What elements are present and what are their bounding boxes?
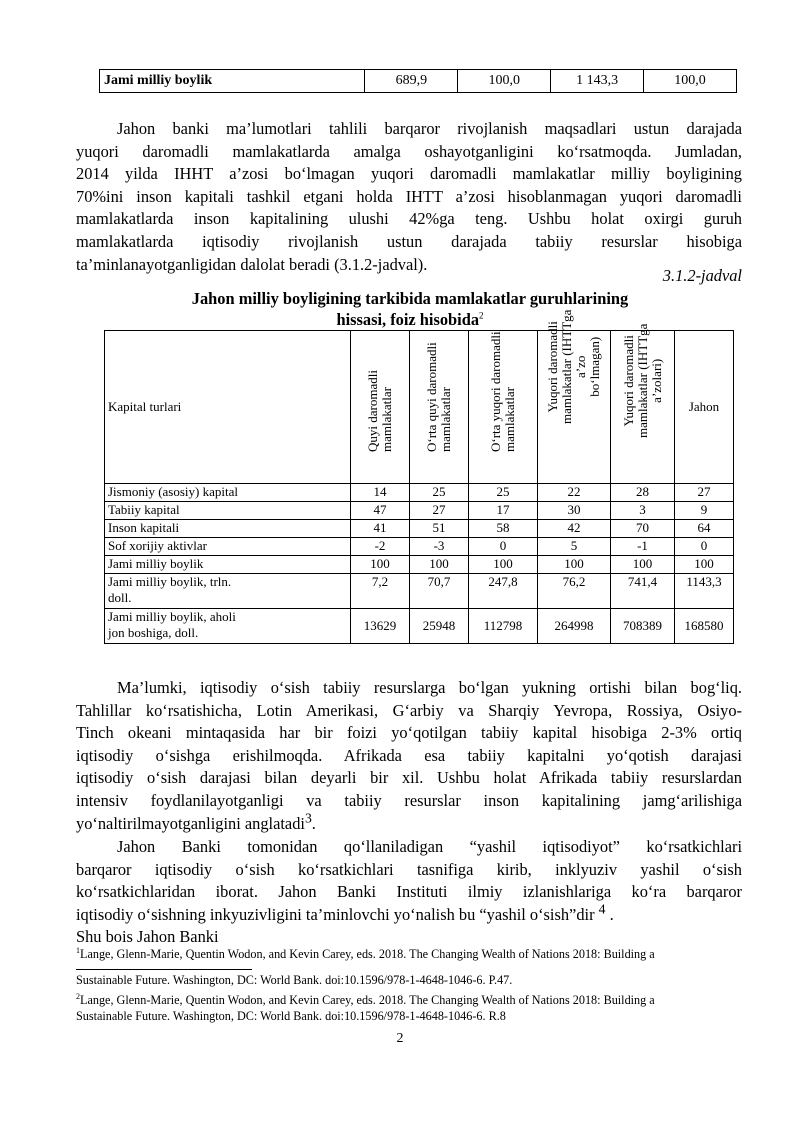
text-run: iqtisodiy o‘sishning inkyuzivligini ta’minlovchi yo‘nalish bu “yashil o‘sish”dir <box>76 904 595 924</box>
table-cell: 1 143,3 <box>551 70 644 93</box>
paragraph-3 <box>76 836 742 949</box>
text-line: Shu bois Jahon Banki <box>76 927 219 947</box>
table-cell: 100,0 <box>644 70 737 93</box>
footnote-1-continued: Sustainable Future. Washington, DC: World Bank. doi:10.1596/978-1-4648-1046-6. P.47. <box>76 973 513 987</box>
table-cell: 247,8 <box>469 574 538 609</box>
table-cell: 22 <box>538 484 611 502</box>
table-row <box>105 538 734 556</box>
table-cell: 76,2 <box>538 574 611 609</box>
row-label-line: Jami milliy boylik, aholi <box>108 609 236 624</box>
text-line: iqtisodiy o‘sish darajasi bilan deyarli bir xil. Ushbu holat Afrikada tabiiy resurslardan <box>76 768 742 788</box>
header-cell <box>410 331 469 484</box>
table-cell: 42 <box>538 520 611 538</box>
table-number: 3.1.2-jadval <box>662 266 742 285</box>
continued-table <box>99 69 737 93</box>
table-cell: 100 <box>351 556 410 574</box>
header-line: O‘rta quyi daromadli <box>424 342 439 452</box>
row-label-line: jon boshiga, doll. <box>108 625 199 640</box>
table-cell: 100 <box>538 556 611 574</box>
footnote-mark: 1 <box>76 945 80 955</box>
table-cell: 58 <box>469 520 538 538</box>
table-row <box>105 574 734 609</box>
table-cell: 25948 <box>410 609 469 644</box>
table-cell: 7,2 <box>351 574 410 609</box>
table-row <box>105 520 734 538</box>
header-cell <box>469 331 538 484</box>
text-line: barqaror iqtisodiy o‘sish ko‘rsatkichlari tasnifiga kirib, inklyuziv yashil o‘sish <box>76 859 742 879</box>
table-title-line: Jahon milliy boyligining tarkibida mamlakatlar guruhlarining <box>191 289 629 308</box>
text-line: Jahon Banki tomonidan qo‘llaniladigan “yashil iqtisodiyot” ko‘rsatkichlari <box>117 837 742 856</box>
paragraph-1 <box>76 118 742 276</box>
text-line <box>76 901 742 927</box>
row-label-line: Jami milliy boylik, trln. <box>108 574 232 589</box>
footnote-ref: 2 <box>479 310 484 321</box>
table-cell: 25 <box>410 484 469 502</box>
table-row <box>105 609 734 644</box>
text-line: Ma’lumki, iqtisodiy o‘sish tabiiy resurslarga bo‘lgan yukning ortishi bilan bog‘liq. <box>117 678 742 697</box>
table-cell: 168580 <box>675 609 734 644</box>
text-line: Tinch okeani mintaqasida har bir foizi yo‘qotilgan tabiiy kapital hisobiga 2-3% ortiq <box>76 723 742 743</box>
table-cell: 5 <box>538 538 611 556</box>
header-cell <box>351 331 410 484</box>
text-line: yuqori daromadli mamlakatlarda amalga oshayotganligini ko‘rsatmoqda. Jumladan, <box>76 141 742 161</box>
header-cell: Jahon <box>675 331 734 484</box>
text-run: . <box>605 904 614 924</box>
text-line: mamlakatlarda iqtisodiy rivojlanish ustun darajada tabiiy resurslar hisobiga <box>76 231 742 251</box>
header-line: mamlakatlar (IHTTga <box>559 309 574 424</box>
header-line: mamlakatlar (IHTTga <box>634 323 650 438</box>
header-line: mamlakatlar <box>438 387 453 452</box>
table-cell: 100 <box>410 556 469 574</box>
footnote-1-line <box>76 946 746 962</box>
header-line: O‘rta yuqori daromadli <box>488 331 503 452</box>
table-cell: -1 <box>611 538 675 556</box>
table-cell: 25 <box>469 484 538 502</box>
header-line: a’zo <box>573 355 588 378</box>
footnote-separator <box>76 969 252 970</box>
header-line: a’zolari) <box>648 358 664 403</box>
table-cell: -2 <box>351 538 410 556</box>
row-label: Tabiiy kapital <box>105 502 351 520</box>
table-row <box>105 556 734 574</box>
text-run: yo‘naltirilmayotganligini anglatadi <box>76 813 305 833</box>
table-cell: 41 <box>351 520 410 538</box>
row-label <box>105 609 351 644</box>
header-line: Yuqori daromadli <box>620 335 636 427</box>
table-cell: 27 <box>675 484 734 502</box>
footnote-ref: 4 <box>598 901 606 917</box>
table-cell: 47 <box>351 502 410 520</box>
table-cell: 100 <box>469 556 538 574</box>
table-cell: 1143,3 <box>675 574 734 609</box>
text-line: ko‘rsatkichlaridan iborat. Jahon Banki Instituti ilmiy izlanishlariga ko‘ra barqaror <box>76 882 742 902</box>
text-line: ta’minlanayotganligidan dalolat beradi (3.1.2-jadval). <box>76 254 428 274</box>
footnote-text: Sustainable Future. Washington, DC: World Bank. doi:10.1596/978-1-4648-1046-6. R.8 <box>76 1009 506 1023</box>
table-cell: 3 <box>611 502 675 520</box>
table-cell: 64 <box>675 520 734 538</box>
header-line: mamlakatlar <box>379 387 394 452</box>
row-label: Jami milliy boylik <box>105 556 351 574</box>
table-cell: 741,4 <box>611 574 675 609</box>
header-line: bo‘lmagan) <box>587 336 602 397</box>
table-cell: 708389 <box>611 609 675 644</box>
header-cell: Kapital turlari <box>105 331 351 484</box>
footnote-text: Lange, Glenn-Marie, Quentin Wodon, and Kevin Carey, eds. 2018. The Changing Wealth of Nations 2018: Building a <box>80 947 655 961</box>
row-label-line: doll. <box>108 590 132 605</box>
table-cell: 100,0 <box>458 70 551 93</box>
table-cell: 13629 <box>351 609 410 644</box>
text-line: yo‘naltirilmayotganligini anglatadi$^3$. <box>76 810 316 833</box>
table-cell: 70,7 <box>410 574 469 609</box>
table-cell: 0 <box>469 538 538 556</box>
table-header-row <box>105 331 734 484</box>
footnote-mark: 2 <box>76 991 80 1001</box>
table-row <box>105 484 734 502</box>
table-cell: 51 <box>410 520 469 538</box>
table-cell: 28 <box>611 484 675 502</box>
table-cell: 70 <box>611 520 675 538</box>
header-line: mamlakatlar <box>502 387 517 452</box>
table-title-text: hissasi, foiz hisobida <box>336 310 480 329</box>
table-row <box>100 70 737 93</box>
table-cell: 112798 <box>469 609 538 644</box>
table-row <box>105 502 734 520</box>
row-label <box>105 574 351 609</box>
footnote-ref: 3 <box>304 810 312 826</box>
row-label: Sof xorijiy aktivlar <box>105 538 351 556</box>
header-cell <box>538 309 611 484</box>
table-cell: 27 <box>410 502 469 520</box>
table-cell: 9 <box>675 502 734 520</box>
text-line: 2014 yilda IHHT a’zosi bo‘lmagan yuqori daromadli mamlakatlar milliy boyligining <box>76 164 742 184</box>
footnote-2 <box>76 992 746 1024</box>
row-label: Jismoniy (asosiy) kapital <box>105 484 351 502</box>
page-number: 2 <box>396 1031 404 1046</box>
row-label: Inson kapitali <box>105 520 351 538</box>
table-cell: 30 <box>538 502 611 520</box>
table-cell: -3 <box>410 538 469 556</box>
table-cell: 100 <box>611 556 675 574</box>
header-line: Yuqori daromadli <box>545 321 560 413</box>
table-cell: 689,9 <box>365 70 458 93</box>
table-cell: 264998 <box>538 609 611 644</box>
text-line: Jahon banki ma’lumotlari tahlili barqaror rivojlanish maqsadlari ustun darajada <box>117 119 742 138</box>
text-line: Tahlillar ko‘rsatishicha, Lotin Amerikasi, G‘arbiy va Sharqiy Yevropa, Rossiya, Osiyo- <box>76 700 742 720</box>
text-line: intensiv foydlanilayotganligi va tabiiy resurslar inson kapitalining jamg‘arilishiga <box>76 790 742 810</box>
footnote-text: Lange, Glenn-Marie, Quentin Wodon, and Kevin Carey, eds. 2018. The Changing Wealth of Nations 2018: Building a <box>80 993 655 1007</box>
header-line: Quyi daromadli <box>365 370 380 452</box>
paragraph-2 <box>76 677 742 835</box>
table-cell: 100 <box>675 556 734 574</box>
text-line: iqtisodiy o‘sishga erishilmoqda. Afrikada esa tabiiy kapitalni yo‘qotish darajasi <box>76 745 742 765</box>
text-line: mamlakatlarda inson kapitalining ulushi 42%ga teng. Ushbu holat oxirgi guruh <box>76 209 742 229</box>
row-label: Jami milliy boylik <box>100 70 365 93</box>
header-cell <box>611 323 675 484</box>
table-cell: 17 <box>469 502 538 520</box>
text-line: 70%ini inson kapitali tashkil etgani holda IHTT a’zosi hisoblanmagan yuqori daromadli <box>76 186 742 206</box>
table-cell: 0 <box>675 538 734 556</box>
table-cell: 14 <box>351 484 410 502</box>
